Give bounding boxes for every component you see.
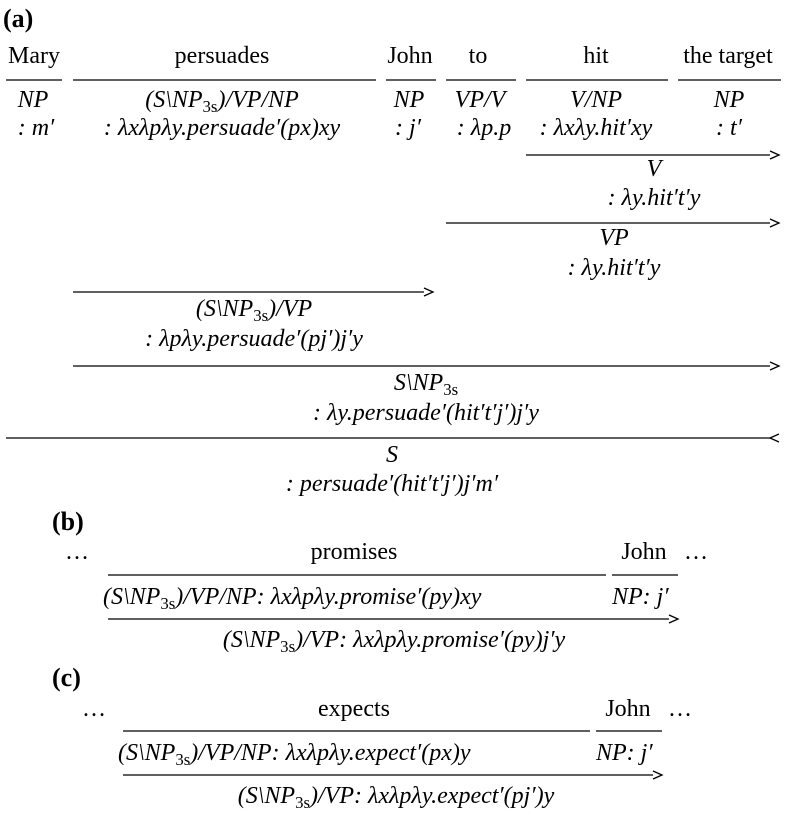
result-category-s-np: $S\backslash NP_{3s}$ [393, 370, 459, 400]
word-mary: Mary [8, 43, 60, 69]
result-category-vp: VP [599, 225, 629, 251]
word-john-c: John [605, 696, 651, 722]
word-expects: expects [318, 696, 390, 722]
panel-label-a: (a) [3, 4, 34, 33]
lexical-promises: $(S\backslash NP_{3s})/VP/NP$: λxλpλy.promise′(py)xy [103, 584, 482, 614]
category-john: NP [393, 87, 425, 113]
category-persuades: $(S\backslash NP_{3s})/VP/NP$ [145, 87, 299, 117]
result-category-v: V [646, 156, 662, 182]
forward-arrow [669, 615, 678, 623]
result-expect: $(S\backslash NP_{3s})/VP$: λxλpλy.expect′(pj′)y [237, 783, 555, 813]
panel-label-c: (c) [52, 663, 81, 692]
ellipsis-left-b: … [65, 539, 89, 565]
semantics-the-target: : t′ [716, 115, 742, 141]
forward-arrow [770, 362, 779, 370]
semantics-mary: : m′ [17, 115, 55, 141]
result-semantics-persuade-john: : λpλy.persuade′(pj′)j′y [145, 326, 363, 352]
word-hit: hit [583, 43, 609, 69]
result-semantics-v: : λy.hit′t′y [607, 185, 701, 211]
semantics-to: : λp.p [456, 115, 512, 141]
forward-arrow [770, 151, 779, 159]
result-semantics-s-np: : λy.persuade′(hit′t′j′)j′y [313, 400, 539, 426]
backward-arrow [770, 434, 779, 442]
word-john-b: John [621, 539, 667, 565]
category-to: VP/V [454, 87, 506, 113]
category-mary: NP [17, 87, 49, 113]
result-category-s: S [386, 442, 398, 468]
ellipsis-right-c: … [668, 696, 692, 722]
result-semantics-s: : persuade′(hit′t′j′)j′m′ [285, 471, 499, 497]
category-hit: V/NP [570, 87, 622, 113]
semantics-john: : j′ [395, 115, 421, 141]
forward-arrow [424, 288, 433, 296]
category-the-target: NP [713, 87, 745, 113]
panel-label-b: (b) [52, 507, 84, 536]
lexical-john-b: NP: j′ [612, 584, 669, 610]
word-to: to [468, 43, 488, 69]
forward-arrow [770, 219, 779, 227]
semantics-hit: : λxλy.hit′xy [539, 115, 653, 141]
lexical-john-c: NP: j′ [596, 740, 653, 766]
ellipsis-right-b: … [684, 539, 708, 565]
semantics-persuades: : λxλpλy.persuade′(px)xy [103, 115, 341, 141]
word-promises: promises [310, 539, 398, 565]
ellipsis-left-c: … [82, 696, 106, 722]
word-john: John [387, 43, 433, 69]
result-promise: $(S\backslash NP_{3s})/VP$: λxλpλy.promise′(py)j′y [222, 627, 566, 657]
result-semantics-vp: : λy.hit′t′y [567, 255, 661, 281]
forward-arrow [653, 771, 662, 779]
result-category-persuade-john: $(S\backslash NP_{3s})/VP$ [195, 296, 313, 326]
word-persuades: persuades [174, 43, 270, 69]
lexical-expects: $(S\backslash NP_{3s})/VP/NP$: λxλpλy.expect′(px)y [118, 740, 471, 770]
word-the-target: the target [683, 43, 773, 69]
